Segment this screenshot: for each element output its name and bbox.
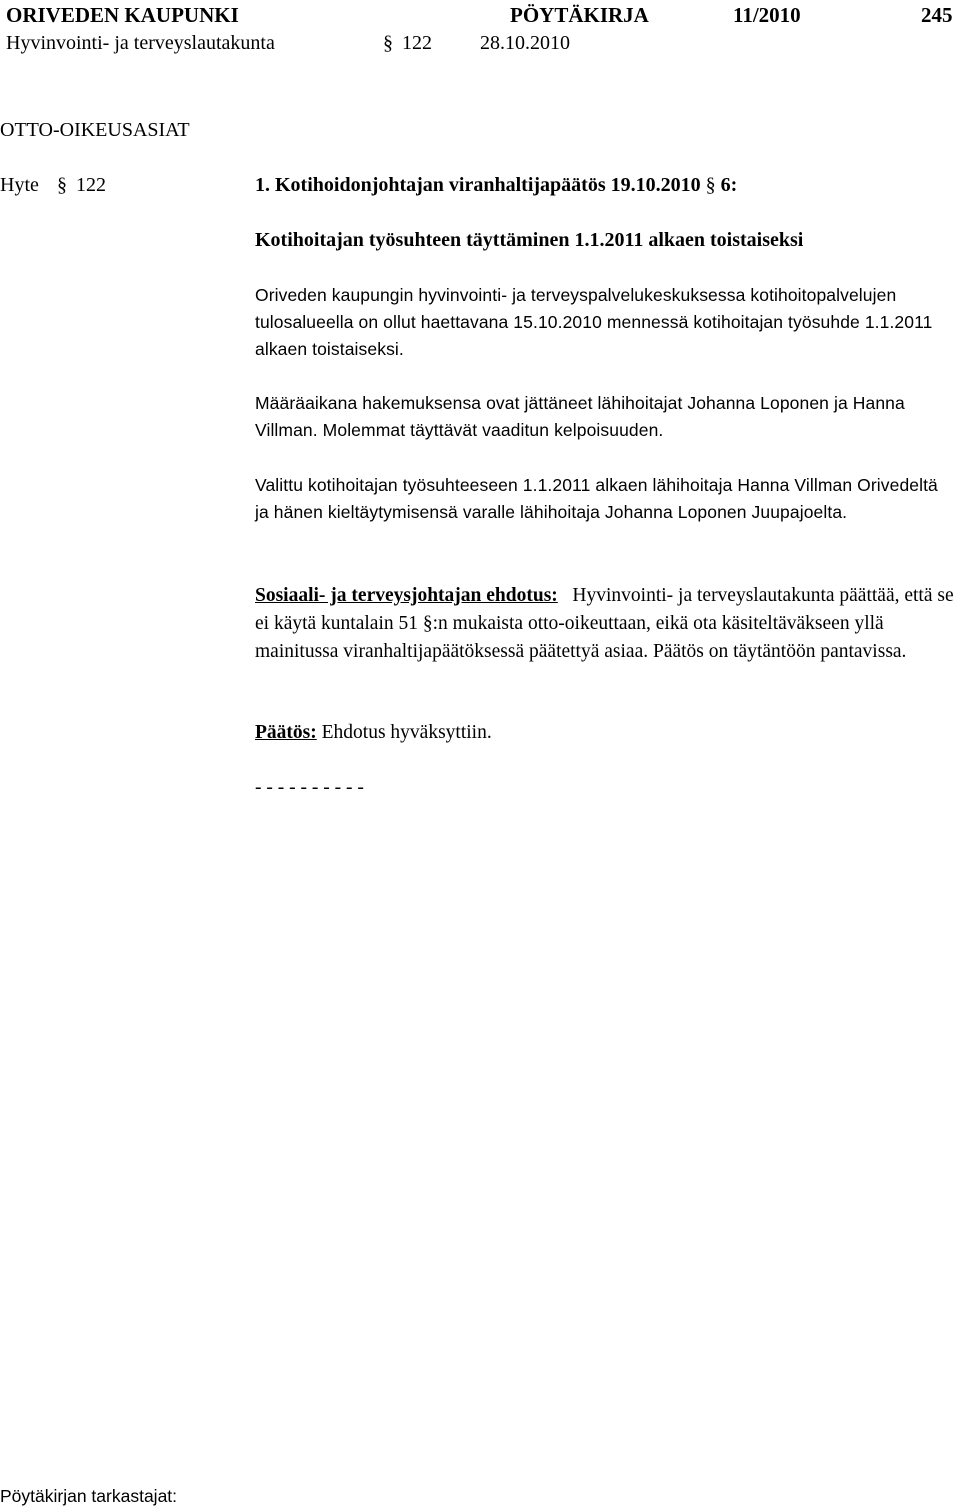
footer-reviewers-label: Pöytäkirjan tarkastajat: bbox=[0, 1486, 178, 1506]
paragraph-applicants: Määräaikana hakemuksensa ovat jättäneet lähihoitajat Johanna Loponen ja Hanna Villman. Molemmat täyttävät vaaditun kelpoisuuden. bbox=[255, 393, 905, 440]
proposal-text-b: :n mukaista otto-oikeuttaan, eikä ota käsiteltäväkseen yllä mainitussa viranhaltijapäätöksessä päätettyä asiaa. Päätös on täytäntöön pantavissa. bbox=[255, 613, 907, 662]
section-symbol: § bbox=[383, 32, 393, 54]
paragraph-decision bbox=[255, 719, 955, 747]
item-ref-number: 122 bbox=[76, 174, 106, 196]
item-ref-label: Hyte bbox=[0, 174, 39, 196]
item-title-section-symbol: § bbox=[705, 174, 716, 196]
item-title-line2: Kotihoitajan työsuhteen täyttäminen 1.1.2011 alkaen toistaiseksi bbox=[255, 229, 804, 251]
separator-dashes: - - - - - - - - - - bbox=[255, 777, 364, 798]
proposal-text-a: Hyvinvointi- ja terveyslautakunta päättää, että se ei käytä kuntalain 51 bbox=[255, 585, 954, 634]
item-title-suffix: 6: bbox=[720, 174, 738, 196]
municipality-name: ORIVEDEN KAUPUNKI bbox=[6, 3, 239, 27]
proposal-label: Sosiaali- ja terveysjohtajan ehdotus: bbox=[255, 585, 558, 606]
decision-text: Ehdotus hyväksyttiin. bbox=[321, 722, 492, 743]
document-type: PÖYTÄKIRJA bbox=[510, 3, 649, 27]
section-heading: OTTO-OIKEUSASIAT bbox=[0, 119, 190, 141]
meeting-date: 28.10.2010 bbox=[480, 32, 570, 54]
paragraph-vacancy: Oriveden kaupungin hyvinvointi- ja terveyspalvelukeskuksessa kotihoitopalvelujen tulosalueella on ollut haettavana 15.10.2010 mennessä kotihoitajan työsuhde 1.1.2011 alkaen toistaiseksi. bbox=[255, 285, 933, 359]
item-title-line1 bbox=[255, 175, 737, 195]
decision-label: Päätös: bbox=[255, 722, 317, 743]
paragraph-selection: Valittu kotihoitajan työsuhteeseen 1.1.2011 alkaen lähihoitaja Hanna Villman Orivedeltä ja hänen kieltäytymisensä varalle lähihoitaja Johanna Loponen Juupajoelta. bbox=[255, 475, 938, 522]
paragraph-proposal bbox=[255, 582, 955, 666]
document-number: 11/2010 bbox=[733, 3, 801, 27]
item-section-symbol: § bbox=[57, 174, 67, 196]
proposal-section-symbol: § bbox=[422, 613, 433, 634]
board-name: Hyvinvointi- ja terveyslautakunta bbox=[6, 32, 275, 54]
page-number: 245 bbox=[921, 3, 953, 27]
item-title-main: 1. Kotihoidonjohtajan viranhaltijapäätös 19.10.2010 bbox=[255, 174, 701, 196]
section-number: 122 bbox=[402, 32, 432, 54]
